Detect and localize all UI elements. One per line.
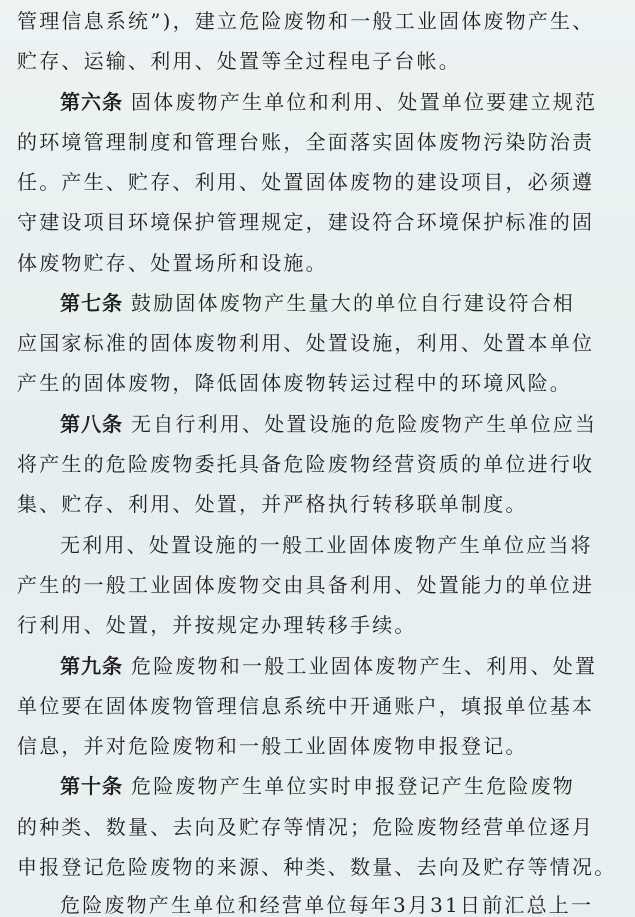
text-line: 产生的一般工业固体废物交由具备利用、处置能力的单位进 xyxy=(17,573,595,597)
article-heading: 第九条 xyxy=(60,654,123,678)
paragraph-start-line: 无利用、处置设施的一般工业固体废物产生单位应当将 xyxy=(60,533,593,557)
text-line: 应国家标准的固体废物利用、处置设施，利用、处置本单位 xyxy=(17,331,595,355)
text-line: 集、贮存、利用、处置，并严格执行转移联单制度。 xyxy=(17,492,528,516)
text-line: 将产生的危险废物委托具备危险废物经营资质的单位进行收 xyxy=(17,452,595,476)
article-9-line: 第九条 危险废物和一般工业固体废物产生、利用、处置 xyxy=(60,654,598,678)
text-line: 产生的固体废物，降低固体废物转运过程中的环境风险。 xyxy=(17,371,572,395)
text-line: 管理信息系统”)，建立危险废物和一般工业固体废物产生、 xyxy=(17,9,595,33)
article-heading: 第六条 xyxy=(60,90,123,114)
text-line: 信息，并对危险废物和一般工业固体废物申报登记。 xyxy=(17,734,528,758)
text-line: 贮存、运输、利用、处置等全过程电子台帐。 xyxy=(17,49,461,73)
article-7-line: 第七条 鼓励固体废物产生量大的单位自行建设符合相 xyxy=(60,291,575,315)
article-heading: 第八条 xyxy=(60,412,123,436)
text-line: 的种类、数量、去向及贮存等情况；危险废物经营单位逐月 xyxy=(17,815,595,839)
text-line: 守建设项目环境保护管理规定，建设符合环境保护标准的固 xyxy=(17,210,595,234)
paragraph-start-line: 危险废物产生单位和经营单位每年3月31日前汇总上一 xyxy=(60,893,594,917)
article-8-line: 第八条 无自行利用、处置设施的危险废物产生单位应当 xyxy=(60,412,598,436)
article-10-line: 第十条 危险废物产生单位实时申报登记产生危险废物 xyxy=(60,774,575,798)
article-6-line: 第六条 固体废物产生单位和利用、处置单位要建立规范 xyxy=(60,90,598,114)
text-line: 体废物贮存、处置场所和设施。 xyxy=(17,251,328,275)
article-heading: 第七条 xyxy=(60,291,123,315)
text-line: 申报登记危险废物的来源、种类、数量、去向及贮存等情况。 xyxy=(17,855,617,879)
article-heading: 第十条 xyxy=(60,774,123,798)
text-line: 单位要在固体废物管理信息系统中开通账户，填报单位基本 xyxy=(17,694,595,718)
text-line: 任。产生、贮存、利用、处置固体废物的建设项目，必须遵 xyxy=(17,170,595,194)
text-line: 行利用、处置，并按规定办理转移手续。 xyxy=(17,613,417,637)
text-line: 的环境管理制度和管理台账，全面落实固体废物污染防治责 xyxy=(17,130,595,154)
